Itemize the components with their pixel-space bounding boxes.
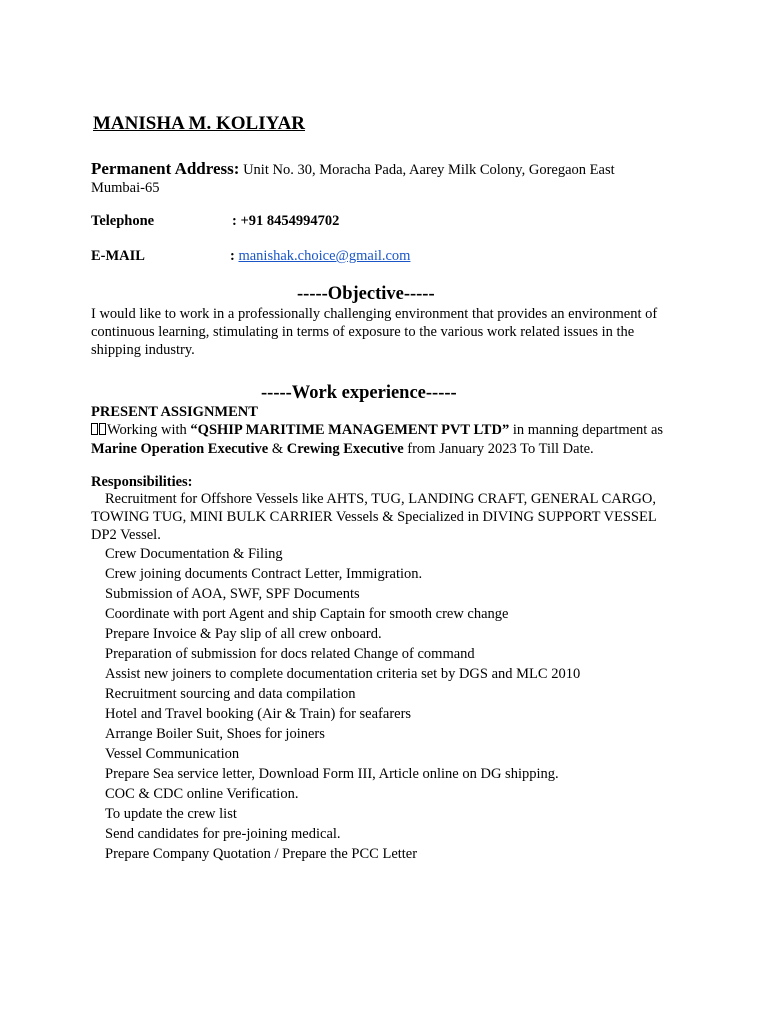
telephone-row (91, 213, 340, 230)
email-link[interactable]: manishak.choice@gmail.com (238, 248, 411, 264)
role-marine-operation: Marine Operation Executive (91, 441, 269, 457)
work-experience-heading: -----Work experience----- (261, 383, 457, 403)
company-name: “QSHIP MARITIME MANAGEMENT PVT LTD” (190, 422, 510, 438)
list-item: To update the crew list (105, 806, 237, 822)
list-item: COC & CDC online Verification. (105, 786, 299, 802)
address-value: Unit No. 30, Moracha Pada, Aarey Milk Colony, Goregaon East Mumbai-65 (91, 162, 615, 196)
email-colon: : (230, 248, 235, 264)
work-department: in manning department as (509, 422, 664, 438)
responsibilities-list (105, 545, 580, 865)
responsibilities-label: Responsibilities: (91, 474, 193, 490)
work-intro: Working with (107, 422, 191, 438)
email-row (91, 248, 411, 265)
list-item: Send candidates for pre-joining medical. (105, 826, 341, 842)
list-item: Assist new joiners to complete documentation criteria set by DGS and MLC 2010 (105, 666, 581, 682)
list-item: Crew Documentation & Filing (105, 546, 283, 562)
list-item: Preparation of submission for docs related Change of command (105, 646, 475, 662)
address-label: Permanent Address: (91, 159, 240, 178)
responsibility-recruitment (91, 490, 671, 544)
present-assignment-label: PRESENT ASSIGNMENT (91, 404, 258, 420)
telephone-label: Telephone (91, 213, 155, 229)
list-item: Recruitment sourcing and data compilation (105, 686, 356, 702)
list-item: Arrange Boiler Suit, Shoes for joiners (105, 726, 325, 742)
role-crewing: Crewing Executive (286, 441, 404, 457)
list-item: Prepare Sea service letter, Download Form III, Article online on DG shipping. (105, 766, 559, 782)
objective-text: I would like to work in a professionally challenging environment that provides an environment of continuous learning, stimulating in terms of exposure to the various work related issues in the shipping industry. (91, 306, 658, 358)
responsibility-recruitment-text: Recruitment for Offshore Vessels like AHTS, TUG, LANDING CRAFT, GENERAL CARGO, TOWING TUG, MINI BULK CARRIER Vessels & Specialized in DIVING SUPPORT VESSEL DP2 Vessel. (91, 491, 657, 543)
list-item: Vessel Communication (105, 746, 240, 762)
list-item: Coordinate with port Agent and ship Captain for smooth crew change (105, 606, 509, 622)
email-label: E-MAIL (91, 248, 145, 264)
present-assignment-description (91, 421, 681, 459)
list-item: Submission of AOA, SWF, SPF Documents (105, 586, 360, 602)
work-period: from January 2023 To Till Date. (403, 441, 594, 457)
list-item: Prepare Invoice & Pay slip of all crew onboard. (105, 626, 382, 642)
objective-heading: -----Objective----- (297, 284, 435, 304)
missing-glyph-icon (99, 423, 106, 435)
list-item: Crew joining documents Contract Letter, Immigration. (105, 566, 423, 582)
role-separator: & (268, 441, 287, 457)
list-item: Prepare Company Quotation / Prepare the PCC Letter (105, 846, 418, 862)
candidate-name: MANISHA M. KOLIYAR (93, 113, 306, 134)
permanent-address (91, 160, 671, 197)
missing-glyph-icon (91, 423, 98, 435)
list-item: Hotel and Travel booking (Air & Train) for seafarers (105, 706, 412, 722)
telephone-value: : +91 8454994702 (232, 213, 340, 229)
